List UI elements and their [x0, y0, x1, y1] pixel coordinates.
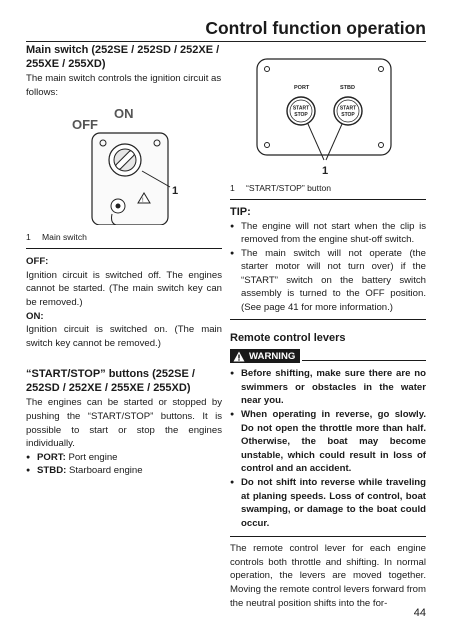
on-label: ON: — [26, 310, 44, 322]
main-switch-intro: The main switch controls the ignition circuit as follows: — [26, 73, 222, 98]
fig1-caption-rule — [26, 248, 222, 249]
start-stop-text: The engines can be started or stopped by pushing the “START/STOP” buttons. It is possible to start or stop the engines individually. — [26, 397, 222, 450]
page-title: Control function operation — [205, 18, 426, 38]
svg-text:START: START — [339, 105, 357, 112]
start-stop-figure — [256, 58, 426, 176]
fig2-callout: 1 — [322, 165, 329, 176]
fig2-caption-rule — [230, 199, 426, 200]
off-text: Ignition circuit is switched off. The engines cannot be started. (The main switch key can be removed.) — [26, 269, 222, 308]
svg-text:!: ! — [142, 198, 144, 205]
svg-text:STOP: STOP — [294, 112, 308, 118]
list-item: ● The main switch will not operate (the starter motor will not turn over) if the “START” switch on the battery switch assembly is turned to the OFF position. (See page 41 for more information.) — [230, 247, 426, 315]
remote-control-heading: Remote control levers — [230, 331, 346, 344]
main-switch-heading: Main switch (252SE / 252SD / 252XE / 255XE / 255XD) — [26, 44, 220, 70]
start-stop-illustration — [256, 58, 406, 176]
off-label: OFF: — [26, 256, 49, 268]
list-item: ● Before shifting, make sure there are no swimmers or obstacles in the water near you. — [230, 367, 426, 408]
warning-badge — [230, 349, 300, 363]
fig2-port-label: PORT — [294, 85, 310, 91]
fig2-stbd-label: STBD — [340, 85, 355, 91]
fig2-caption-num: 1 — [230, 183, 235, 193]
warning-list — [230, 367, 426, 530]
stbd-start-stop-button[interactable] — [334, 97, 362, 125]
fig1-label-on: ON — [114, 107, 134, 122]
svg-text:STOP: STOP — [341, 112, 355, 118]
fig2-caption-text: “START/STOP” button — [246, 183, 332, 193]
main-switch-figure — [26, 107, 222, 225]
fig2-caption — [230, 182, 426, 194]
warning-triangle-icon — [233, 351, 245, 362]
main-switch-illustration — [26, 107, 222, 225]
tip-end-rule — [230, 319, 426, 320]
page-number: 44 — [413, 607, 426, 619]
fig1-callout: 1 — [172, 185, 179, 198]
page-header — [26, 18, 426, 40]
left-column — [26, 44, 222, 478]
fig1-caption-num: 1 — [26, 232, 31, 243]
list-item: ● Do not shift into reverse while traveling at planing speeds. Loss of control, boat swamping, or damage to the boat could occur. — [230, 476, 426, 530]
warning-header — [230, 349, 426, 363]
remote-control-text: The remote control lever for each engine controls both throttle and shifting. In normal operation, the levers are moved together. Moving the remote control levers forward from the neutral position shifts into the for- — [230, 543, 426, 609]
fig1-label-off: OFF — [72, 117, 98, 133]
fig1-caption-text: Main switch — [42, 232, 87, 243]
start-stop-heading: “START/STOP” buttons (252SE / 252SD / 252XE / 255XE / 255XD) — [26, 368, 195, 394]
list-item: ● When operating in reverse, go slowly. Do not open the throttle more than half. Otherwise, the boat may become unstable, which could result in loss of control and an accident. — [230, 408, 426, 476]
svg-text:START: START — [292, 105, 310, 112]
right-column — [230, 44, 426, 610]
warning-rule — [302, 360, 426, 361]
fig1-caption — [26, 231, 222, 243]
on-text: Ignition circuit is switched on. (The main switch key cannot be removed.) — [26, 324, 222, 349]
tip-heading: TIP: — [230, 206, 251, 218]
list-item: ● PORT: Port engine — [26, 451, 222, 465]
warning-end-rule — [230, 536, 426, 537]
warning-label: WARNING — [249, 350, 296, 362]
port-start-stop-button[interactable] — [287, 97, 315, 125]
list-item: ● The engine will not start when the clip is removed from the engine shut-off switch. — [230, 220, 426, 247]
header-rule — [26, 41, 426, 42]
list-item: ● STBD: Starboard engine — [26, 464, 222, 478]
